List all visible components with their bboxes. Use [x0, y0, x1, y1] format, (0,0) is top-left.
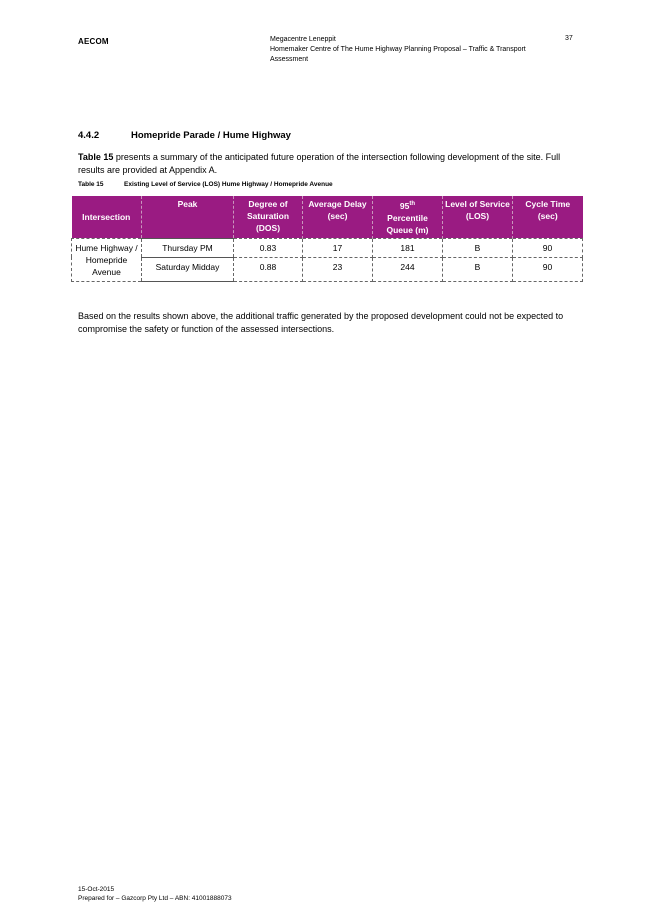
header-project-line: Homemaker Centre of The Hume Highway Planning Proposal – Traffic & Transport [270, 46, 526, 53]
table-reference: Table 15 [78, 152, 114, 162]
intro-text: presents a summary of the anticipated future operation of the intersection following development of the site. Full results are provided at Appendix A. [78, 152, 561, 175]
cell-delay: 17 [303, 238, 373, 257]
header-los: Level of Service (LOS) [443, 196, 513, 238]
page-number: 37 [565, 35, 573, 42]
section-title: Homepride Parade / Hume Highway [131, 130, 291, 141]
table-caption-title: Existing Level of Service (LOS) Hume Highway / Homepride Avenue [124, 181, 333, 188]
header-delay: Average Delay (sec) [303, 196, 373, 238]
cell-peak: Thursday PM [142, 238, 234, 257]
table-row [72, 257, 583, 281]
cell-peak: Saturday Midday [142, 257, 234, 281]
cell-queue: 181 [373, 238, 443, 257]
footer-date: 15-Oct-2015 [78, 886, 115, 893]
header-project-line-2: Assessment [270, 56, 309, 63]
header-peak: Peak [142, 196, 234, 238]
company-name: AECOM [78, 37, 109, 46]
document-header [270, 35, 560, 65]
header-queue [373, 196, 443, 238]
table-caption [78, 181, 333, 188]
table-row [72, 238, 583, 257]
cell-los: B [443, 238, 513, 257]
header-client-line: Megacentre Leneppit [270, 36, 336, 43]
cell-delay: 23 [303, 257, 373, 281]
cell-cycle: 90 [513, 238, 583, 257]
header-cycle: Cycle Time (sec) [513, 196, 583, 238]
header-dos: Degree of Saturation (DOS) [234, 196, 303, 238]
cell-los: B [443, 257, 513, 281]
cell-dos: 0.88 [234, 257, 303, 281]
page-footer [78, 885, 232, 903]
intro-paragraph [78, 151, 578, 177]
conclusion-paragraph: Based on the results shown above, the additional traffic generated by the proposed development could not be expected to compromise the safety or function of the assessed intersections. [78, 311, 564, 334]
los-table [71, 196, 583, 282]
footer-prepared-for: Prepared for – Gazcorp Pty Ltd – ABN: 41001888073 [78, 895, 232, 902]
header-intersection: Intersection [72, 196, 142, 238]
section-number: 4.4.2 [78, 130, 100, 141]
section-heading [78, 130, 291, 141]
cell-intersection: Hume Highway / Homepride Avenue [72, 238, 142, 281]
cell-dos: 0.83 [234, 238, 303, 257]
cell-queue: 244 [373, 257, 443, 281]
table-caption-number: Table 15 [78, 181, 104, 188]
header-queue-superscript: th [409, 201, 416, 207]
header-queue-label: Percentile Queue (m) [386, 212, 429, 235]
header-queue-number: 95 [399, 200, 410, 211]
cell-cycle: 90 [513, 257, 583, 281]
table-header-row [72, 196, 583, 238]
